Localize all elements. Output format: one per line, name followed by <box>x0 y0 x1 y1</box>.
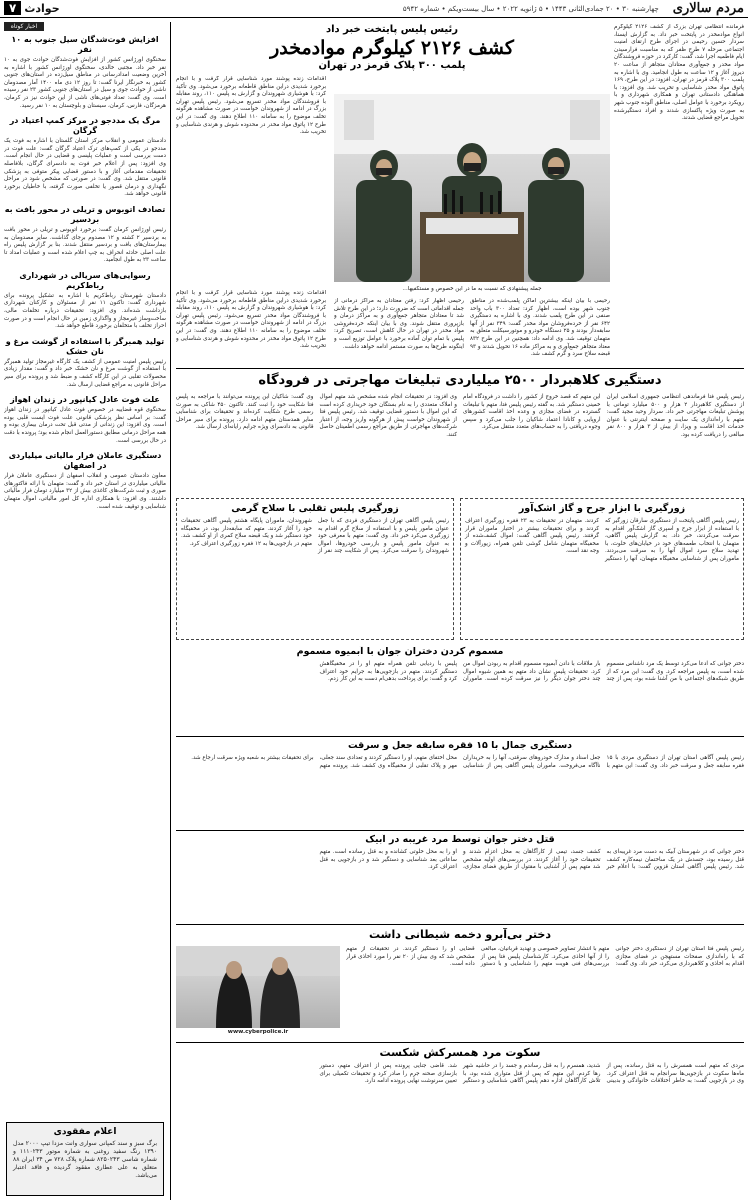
forgery-headline: دستگیری جمال با ۱۵ فقره سابقه جعل و سرقت <box>347 740 573 751</box>
cyberpolice-link[interactable]: www.cyberpolice.ir <box>227 1029 289 1035</box>
wife-murder-body: مردی که متهم است همسرش را به قتل رسانده، پس از ماه‌ها سکوت در بازجویی‌ها سرانجام به قتل اعتراف کرد. وی در بازجویی گفت: به خاطر اختلافات خانوادگی و بدبینی شدید، همسرم را به قتل رساندم و جسد را در حاشیه شهر رها کردم. این متهم که پس از قتل متواری شده بود، با تلاش کارآگاهان اداره دهم پلیس آگاهی شناسایی و دستگیر شد. قاضی جنایی پرونده پس از اعتراف متهم، دستور بازسازی صحنه جرم را صادر کرد و تحقیقات تکمیلی برای تعیین سرنوشت نهایی پرونده ادامه دارد. <box>319 1063 744 1085</box>
lead-subheadline: پلمب ۳۰۰ پلاک قرمز در تهران <box>318 60 466 71</box>
side-article-body: معاون دادستان عمومی و انقلاب اصفهان از دستگیری عاملان فرار مالیاتی میلیاردی در استان خبر داد و گفت: متهمان با ارائه فاکتورهای صوری و ثبت شرکت‌های کاغذی بیش از ۳۲ میلیارد تومان فرار مالیاتی داشتند. وی افزود: با همکاری اداره کل امور مالیاتی، اموال متهمان شناسایی و توقیف شده است. <box>4 473 166 510</box>
cyber-url-wrap <box>176 1029 340 1039</box>
lead-article-col-c <box>176 290 326 366</box>
side-article-title: دستگیری عاملان فرار مالیاتی میلیاردی در اصفهان <box>8 451 162 471</box>
wife-murder-article <box>176 1046 744 1196</box>
forgery-body: رئیس پلیس آگاهی استان تهران از دستگیری مردی با ۱۵ فقره سابقه جعل و سرقت خبر داد. وی گفت: این متهم با جعل اسناد و مدارک خودروهای سرقتی، آنها را به خریداران ناآگاه می‌فروخت. ماموران پلیس آگاهی پس از شناسایی محل اختفای متهم، او را دستگیر کردند و تعدادی سند جعلی، مهر و پلاک تقلبی از مخفیگاه وی کشف شد. پرونده متهم برای تحقیقات بیشتر به شعبه ویژه سرقت ارجاع شد. <box>191 755 744 769</box>
section-divider <box>176 924 744 925</box>
newspaper-logo: مردم سالاری <box>672 1 744 16</box>
police-officers-image <box>334 94 610 282</box>
lead-body: فرمانده انتظامی تهران بزرگ از کشف ۲۱۲۶ کیلوگرم انواع موادمخدر در پایتخت خبر داد. به گزارش ایسنا، سردار حسین رحیمی در اجرای طرح ارتقای امنیت اجتماعی مرحله ۷ طرح ظفر که به مناسبت فرارسیدن ایام فاطمیه اجرا شد، گفت: کارکرد در حوزه فروشندگان مواد مخدر و جمع‌آوری معتادان متجاهر از ساعت ۲۰ دیروز آغاز و ۱۲ ساعت به طول انجامید. وی با اشاره به پلمب ۳۰۰ پلاک قرمز در تهران، افزود: در این طرح، ۱۶۹ پاتوق مواد مخدر شناسایی و تخریب شد. وی افزود: با هماهنگی دادستانی تهران و همکاری شهرداری و با رویکرد برخورد با عوامل اصلی، مناطق آلوده جنوب شهر به صورت ویژه پاکسازی شدند و افراد دستگیرشده تحویل مراجع قضایی شدند. <box>614 24 744 122</box>
poisoning-headline: مسموم کردن دختران جوان با آبمیوه مسموم <box>296 646 504 657</box>
forgery-article <box>176 740 744 828</box>
section-name: حوادث <box>24 1 60 15</box>
page-header <box>0 0 748 18</box>
sidebar-divider <box>170 22 171 1200</box>
issue-date: چهارشنبه ۳۰ • ۲۰ جمادی‌الثانی ۱۴۴۳ • ۵ ژانویه ۲۰۲۲ • سال بیست‌ویکم • شماره ۵۹۴۲ <box>402 4 659 13</box>
fake-police-box <box>176 498 454 640</box>
side-article-title: افزایش فوت‌شدگان سیل جنوب به ۱۰ نفر <box>11 35 159 54</box>
cyber-body: رئیس پلیس فتا استان تهران از دستگیری دختر جوانی که با راه‌اندازی صفحات مستهجن در فضای مجازی اقدام به اخاذی و کلاهبرداری می‌کرد، خبر داد. وی گفت: متهم با انتشار تصاویر خصوصی و تهدید قربانیان، مبالغی را از آنها اخاذی می‌کرد. کارشناسان پلیس فتا پس از بررسی‌های فنی هویت متهم را شناسایی و با دستور قضایی او را دستگیر کردند. در تحقیقات از متهم مشخص شد که وی بیش از ۲۰ نفر را مورد اخاذی قرار داده است. <box>346 946 744 968</box>
lead-article-col-left <box>176 76 326 286</box>
abyek-murder-article <box>176 834 744 922</box>
lead-body: رحیمی اظهار کرد: رفتن معتادان به مراکز درمانی از جمله اقداماتی است که ضرورت دارد؛ در این طرح تلاش شد تا معتادان متجاهر جمع‌آوری و به مراکز درمان و بازپروری منتقل شوند. وی با بیان اینکه خرده‌فروشی مواد مخدر در تهران در حال کاهش است، تصریح کرد: پلیس با تمام توان آماده برخورد با عوامل توزیع است و اینگونه طرح‌ها به صورت مستمر ادامه خواهد داشت. <box>334 298 464 350</box>
notice-body: برگ سبز و سند کمپانی سواری وانت مزدا تیپ ۲۰۰۰ مدل ۱۳۹۰ رنگ سفید روغنی به شماره موتور ۱۱۱۰۲۴۳ و شماره شاسی ۸۲۵۰۲۴۳ شماره پلاک ۷۲۸ ص ۳۴ ایران ۸۸ متعلق به علی عطاری مفقود گردیده و فاقد اعتبار می‌باشد. <box>13 1140 157 1179</box>
side-article-body: سخنگوی اورژانس کشور از افزایش فوت‌شدگان حوادث جوی به ۱۰ نفر خبر داد. مجتبی خالدی، سخنگوی اورژانس کشور با اشاره به آخرین وضعیت امدادرسانی در مناطق سیل‌زده در استان‌های جنوبی کشور به خبرنگار ایرنا گفت: تا روز ۱۲ دی ماه ۱۴۰۰ آمار مصدومان ناشی از حوادث جوی و سیل در استان‌های جنوبی کشور ۲۳ نفر رسیده است. وی گفت: تعداد فوتی‌های ناشی از این حوادث نیز در کرمان، هرمزگان، فارس، کرمان، سیستان و بلوچستان به ۱۰ نفر رسید. <box>4 57 166 109</box>
lead-article-col-b <box>334 298 464 366</box>
poisoning-body: دختر جوانی که ادعا می‌کرد توسط یک مرد ناشناس مسموم شده است، به پلیس مراجعه کرد. وی گفت: این مرد که از طریق شبکه‌های اجتماعی با من آشنا شده بود، پس از چند بار ملاقات با دادن آبمیوه مسموم اقدام به ربودن اموال من کرد. تحقیقات پلیس نشان داد متهم به همین شیوه اموال چند دختر جوان دیگر را نیز سرقت کرده است. ماموران پلیس با ردیابی تلفن همراه متهم او را در مخفیگاهش دستگیر کردند. متهم در بازجویی‌ها به جرایم خود اعتراف کرد و گفت: برای پرداخت بدهی‌ام دست به این کار زدم. <box>319 661 744 683</box>
cyber-photo-women <box>176 946 340 1028</box>
sidebar-short-news <box>4 22 166 1120</box>
side-article-title: علت فوت عادل کیانپور در زندان اهواز <box>10 395 160 405</box>
lead-kicker: رئیس پلیس پایتخت خبر داد <box>325 24 459 35</box>
fraud-body: رئیس پلیس فتا فرماندهی انتظامی جمهوری اسلامی ایران از دستگیری کلاهبردار ۲ هزار و ۵۰۰ میلیارد تومانی با پوشش تبلیغات مهاجرتی خبر داد. سردار وحید مجید گفت: متهم با راه‌اندازی یک سایت و صفحه اینترنتی با عنوان خدمات اخذ اقامت و ویزا، از بیش از ۳ هزار و ۸۰۰ نفر مبالغی را دریافت کرده بود. <box>606 394 744 438</box>
abyek-headline: قتل دختر جوان توسط مرد غریبه در آبیک <box>365 834 555 845</box>
robbery-headline: زورگیری با ابزار جرح و گاز اشک‌آور <box>518 503 686 514</box>
lead-body: اقدامات زنده پوشند مورد شناسایی قرار گرفت و با انجام برخورد شدیدی دراین مناطق قاطعانه برخورد می‌شود. وی تأکید کرد: با هوشیاری شهروندان و گزارش به پلیس ۱۱۰، روند مقابله با فروشندگان مواد مخدر تسریع می‌شود. رئیس پلیس تهران بزرگ در ادامه از شهروندان خواست در صورت مشاهده هرگونه تخلف موضوع را به سامانه ۱۱۰ اطلاع دهند. وی گفت: در این طرح ۱۲ پاتوق مواد مخدر در محدوده شوش و هرندی شناسایی و تخریب شد. <box>176 76 326 136</box>
abyek-body: دختر جوانی که در شهرستان آبیک به دست مرد غریبه‌ای به قتل رسیده بود، جسدش در یک ساختمان نیمه‌کاره کشف شد. رئیس پلیس آگاهی استان قزوین گفت: با اعلام خبر کشف جسد، تیمی از کارآگاهان به محل اعزام شدند و تحقیقات خود را آغاز کردند. در بررسی‌های اولیه مشخص شد متهم پس از آشنایی با مقتول از طریق فضای مجازی، او را به محل خلوتی کشانده و به قتل رسانده است. متهم ساعاتی بعد شناسایی و دستگیر شد و در بازجویی به قتل اعتراف کرد. <box>319 849 744 871</box>
lost-document-notice <box>6 1122 164 1196</box>
fraud-body: این متهم که قصد خروج از کشور را داشت در فرودگاه امام خمینی دستگیر شد. به گفته رئیس پلیس فتا، متهم با تبلیغات گسترده در فضای مجازی و وعده اخذ اقامت کشورهای اروپایی و کانادا اعتماد شاکیان را جلب می‌کرد و سپس وجوه دریافتی را به حساب‌های متعدد منتقل می‌کرد. <box>463 394 601 431</box>
lead-article-col-right <box>614 24 744 364</box>
fraud-headline: دستگیری کلاهبردار ۲۵۰۰ میلیاردی تبلیغات مهاجرتی در فرودگاه <box>258 373 662 388</box>
sidebar-strip-label: اخبار کوتاه <box>4 22 44 31</box>
cyber-article-head <box>176 928 744 944</box>
lead-article-col-a <box>470 298 610 366</box>
fraud-body: وی گفت: شاکیان این پرونده می‌توانند با مراجعه به پلیس فتا شکایت خود را ثبت کنند. تاکنون ۴۵۰ شاکی به صورت رسمی طرح شکایت کرده‌اند و تحقیقات برای شناسایی سایر همدستان متهم ادامه دارد. پرونده برای سیر مراحل قانونی به دادسرای ویژه جرایم رایانه‌ای ارسال شد. <box>176 394 314 431</box>
fake-police-body: رئیس پلیس آگاهی تهران از دستگیری فردی که با جعل عنوان مامور پلیس و با استفاده از سلاح گرم اقدام به زورگیری می‌کرد خبر داد. وی گفت: متهم با معرفی خود به عنوان مامور پلیس و بازرسی خودروها، اموال شهروندان را سرقت می‌کرد. پس از شکایت چند نفر از شهروندان، ماموران پایگاه هشتم پلیس آگاهی تحقیقات خود را آغاز کردند. متهم که سابقه‌دار بود، در مخفیگاه خود دستگیر شد و یک قبضه سلاح کمری از او کشف شد. متهم در بازجویی‌ها به ۱۲ فقره زورگیری اعتراف کرد. <box>181 518 449 555</box>
section-label <box>4 1 60 15</box>
fraud-article <box>176 372 744 492</box>
fraud-body: وی افزود: در تحقیقات انجام شده مشخص شد متهم اموال و املاک متعددی را به نام بستگان خود خریداری کرده است که این اموال با دستور قضایی توقیف شد. رئیس پلیس فتا از شهروندان خواست پیش از هرگونه واریز وجه، از اعتبار شرکت‌های مهاجرتی از طریق مراجع رسمی اطمینان حاصل کنند. <box>319 394 457 438</box>
section-divider <box>176 368 744 369</box>
lead-body: اقدامات زنده پوشند مورد شناسایی قرار گرفت و با انجام برخورد شدیدی دراین مناطق قاطعانه برخورد می‌شود. وی تأکید کرد: با هوشیاری شهروندان و گزارش به پلیس ۱۱۰، روند مقابله با فروشندگان مواد مخدر تسریع می‌شود. رئیس پلیس تهران بزرگ در ادامه از شهروندان خواست در صورت مشاهده هرگونه تخلف موضوع را به سامانه ۱۱۰ اطلاع دهند. وی گفت: در این طرح ۱۲ پاتوق مواد مخدر در محدوده شوش و هرندی شناسایی و تخریب شد. <box>176 290 326 350</box>
robbery-body: رئیس پلیس آگاهی پایتخت از دستگیری سارقان زورگیر که با استفاده از ابزار جرح و اسپری گاز اشک‌آور اقدام به سرقت می‌کردند، خبر داد. به گزارش پلیس آگاهی، متهمان با انتخاب طعمه‌های خود در خیابان‌های خلوت، با تهدید سلاح سرد اموال آنها را به سرقت می‌بردند. ماموران پس از شناسایی مخفیگاه متهمان، آنها را دستگیر کردند. متهمان در تحقیقات به ۲۳ فقره زورگیری اعتراف کردند و برای تحقیقات بیشتر در اختیار ماموران قرار گرفتند. رئیس پلیس آگاهی گفت: اموال کشف‌شده از مخفیگاه متهمان شامل گوشی تلفن همراه، زیورآلات و وجه نقد است. <box>465 518 739 562</box>
notice-title: اعلام مفقودی <box>53 1127 117 1137</box>
poisoning-article <box>176 646 744 734</box>
section-divider <box>176 1042 744 1043</box>
lead-body: رحیمی با بیان اینکه بیشترین اماکن پلمب‌شده در مناطق جنوب شهر بوده است، اظهار کرد: تعداد ۳۰۰ باب واحد صنفی در این طرح پلمب شدند. وی با اشاره به دستگیری ۶۴۲ نفر از خرده‌فروشان مواد مخدر گفت: ۳۴۹ نفر از آنها سابقه‌دار بودند و ۲۵ دستگاه خودرو و موتورسیکلت متعلق به متهمان توقیف شد. وی ادامه داد: همچنین در این طرح ۸۳۲ معتاد متجاهر جمع‌آوری و به مراکز ماده ۱۶ تحویل شدند و ۹۳ قبضه سلاح سرد و گرم کشف شد. <box>470 298 610 358</box>
side-article-body: سخنگوی قوه قضاییه در خصوص فوت عادل کیانپور در زندان اهواز گفت: بر اساس نظر پزشکی قانونی علت فوت ایست قلبی بوده است. وی افزود: این زندانی از مدتی قبل تحت درمان بیماری بوده و همه مراحل درمانی مطابق دستورالعمل انجام شده بود؛ پرونده با دقت در حال بررسی است. <box>4 407 166 444</box>
women-in-chador-image <box>176 946 340 1028</box>
lead-photo-caption: جمله پیشنهادی که نسبت به ما در این خصوص و مستکفیها... <box>402 286 542 292</box>
lead-photo-police-press <box>334 94 610 282</box>
cyber-article <box>346 946 744 1020</box>
robbery-box <box>460 498 744 640</box>
side-article-title: تصادف اتوبوس و تریلی در محور بافت به بردسیر <box>4 204 166 224</box>
side-article-title: رسوایی‌های سریالی در شهرداری رباط‌کریم <box>19 270 151 290</box>
section-divider <box>176 830 744 831</box>
side-article-body: دادستان عمومی و انقلاب مرکز استان گلستان با اشاره به فوت یک مددجو در یکی از کمپ‌های ترک اعتیاد گرگان گفت: علت فوت در دست بررسی است و عملیات پلیسی و قضایی در حال انجام است. وی افزود: پس از اعلام خبر فوت به دادسرای گرگان، بلافاصله تحقیقات مقدماتی آغاز و با دستور قضایی پیکر متوفی به پزشکی قانونی منتقل شد. وی گفت: در صورتی که مشخص شود در مراحل نگهداری و درمان قصور یا تخلفی صورت گرفته، با خاطیان برخورد قانونی خواهد شد. <box>4 138 166 198</box>
side-article-body: رئیس پلیس امنیت عمومی از کشف یک کارگاه غیرمجاز تولید همبرگر با استفاده از گوشت مرغ و نان خشک خبر داد و گفت: مقدار زیادی محصولات تقلبی در این کارگاه کشف و ضبط شد و پرونده برای سیر مراحل قانونی به مراجع قضایی ارسال شد. <box>4 358 166 388</box>
lead-headline: کشف ۲۱۲۶ کیلوگرم موادمخدر <box>270 37 514 59</box>
side-article-title: مرگ یک مددجو در مرکز کمپ اعتیاد در گرگان <box>9 116 161 136</box>
page-number: ۷ <box>4 1 21 15</box>
cyber-headline: دختر بی‌آبرو دخمه شیطانی داشت <box>369 928 551 941</box>
side-article-title: تولید همبرگر با استفاده از گوشت مرغ و نان خشک <box>5 336 165 356</box>
lead-photo-caption-wrap <box>334 286 610 298</box>
section-divider <box>176 736 744 737</box>
wife-murder-headline: سکوت مرد همسرکش شکست <box>379 1046 541 1059</box>
side-article-body: رئیس اورژانس کرمان گفت: برخورد اتوبوس و تریلی در محور بافت به بردسیر ۲ کشته و ۱۲ مصدوم برجای گذاشت. سایر مصدومان به بیمارستان‌های بافت و بردسیر منتقل شدند. بنا بر گزارش پلیس راه علت اصلی حادثه انحراف به چپ اعلام شده است و عملیات امداد تا ساعت ۲۳ به طول انجامید. <box>4 226 166 264</box>
side-article-body: دادستان شهرستان رباط‌کریم با اشاره به تشکیل پرونده برای شهرداری گفت: تاکنون ۱۱ نفر از مسئولان و کارکنان شهرداری بازداشت شده‌اند. وی افزود: تحقیقات درباره تخلفات مالی، ساخت‌وساز غیرمجاز و واگذاری زمین در حال انجام است و در صورت احراز تخلف با متخلفان برخورد قاطع خواهد شد. <box>4 292 166 330</box>
fake-police-headline: زورگیری پلیس تقلبی با سلاح گرمی <box>231 503 399 514</box>
